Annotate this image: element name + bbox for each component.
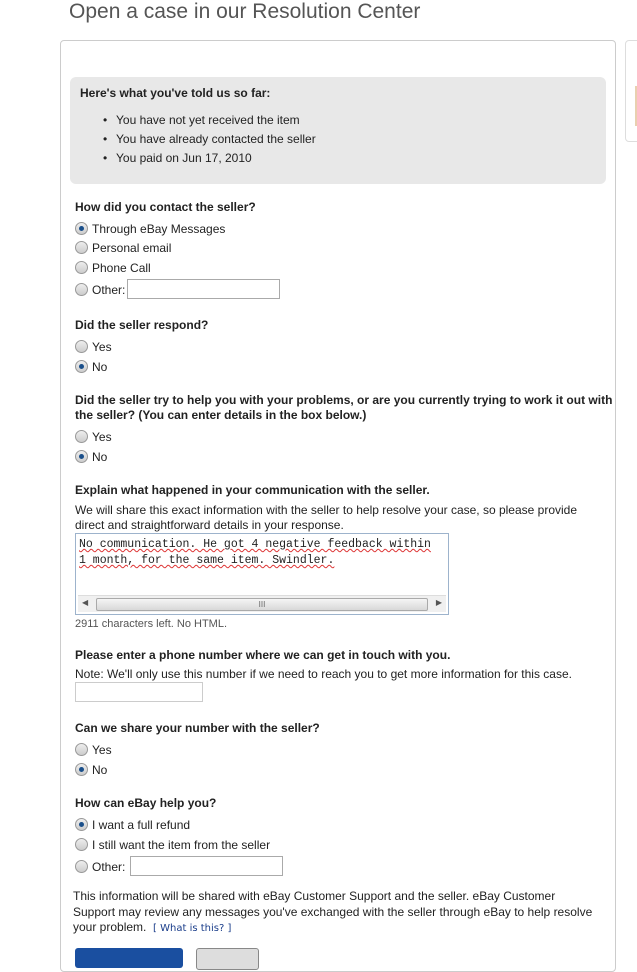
horizontal-scrollbar[interactable] <box>78 595 446 612</box>
summary-item: • You have already contacted the seller <box>116 132 316 146</box>
radio-button[interactable] <box>75 743 88 756</box>
scroll-right-icon[interactable]: ▶ <box>435 598 442 607</box>
radio-button[interactable] <box>75 222 88 235</box>
radio-button[interactable] <box>75 360 88 373</box>
option-label: Other: <box>92 860 126 874</box>
textarea-value: No communication. He got 4 negative feedback within 1 month, for the same item. Swindler. <box>79 538 431 567</box>
scroll-thumb[interactable]: III <box>96 598 428 611</box>
q6-label: Can we share your number with the seller? <box>75 721 320 735</box>
option-label: Yes <box>92 430 112 444</box>
radio-button[interactable] <box>75 818 88 831</box>
summary-heading: Here's what you've told us so far: <box>80 86 271 100</box>
continue-button[interactable] <box>75 948 183 968</box>
q7-label: How can eBay help you? <box>75 796 217 810</box>
q7-other-input[interactable] <box>130 856 283 876</box>
q3-label: Did the seller try to help you with your problems, or are you currently trying to work it out with <box>75 393 613 407</box>
radio-button[interactable] <box>75 450 88 463</box>
q2-option[interactable] <box>75 360 107 374</box>
q1-label: How did you contact the seller? <box>75 200 256 214</box>
q2-option[interactable] <box>75 340 112 354</box>
q3-option[interactable] <box>75 430 112 444</box>
q1-option[interactable] <box>75 222 225 236</box>
q1-other-input[interactable] <box>127 279 280 299</box>
q7-option[interactable] <box>75 860 125 874</box>
radio-button[interactable] <box>75 860 88 873</box>
footer-text-2: Support may review any messages you've exchanged with the seller through eBay to help resolve <box>73 905 593 919</box>
radio-button[interactable] <box>75 430 88 443</box>
option-label: No <box>92 450 108 464</box>
radio-button[interactable] <box>75 763 88 776</box>
option-label: Phone Call <box>92 261 151 275</box>
q1-option[interactable] <box>75 283 125 297</box>
what-is-this-link[interactable]: What is this? <box>160 923 225 934</box>
option-label: No <box>92 763 108 777</box>
option-label: No <box>92 360 108 374</box>
communication-textarea[interactable] <box>75 533 449 615</box>
footer-text-3: your problem. <box>73 920 147 934</box>
scroll-left-icon[interactable]: ◀ <box>82 598 89 607</box>
q4-desc-2: direct and straightforward details in your response. <box>75 518 344 532</box>
q5-label: Please enter a phone number where we can get in touch with you. <box>75 648 451 662</box>
q4-label: Explain what happened in your communication with the seller. <box>75 483 430 497</box>
q5-note: Note: We'll only use this number if we need to reach you to get more information for this case. <box>75 667 572 681</box>
q1-option[interactable] <box>75 241 171 255</box>
page-title: Open a case in our Resolution Center <box>69 0 421 23</box>
radio-button[interactable] <box>75 241 88 254</box>
q6-option[interactable] <box>75 763 107 777</box>
radio-button[interactable] <box>75 261 88 274</box>
phone-input[interactable] <box>75 682 203 702</box>
radio-button[interactable] <box>75 340 88 353</box>
summary-item: • You paid on Jun 17, 2010 <box>116 151 252 165</box>
q3-label-2: the seller? (You can enter details in the box below.) <box>75 408 367 422</box>
option-label: Through eBay Messages <box>92 222 226 236</box>
cancel-button[interactable] <box>196 948 259 970</box>
footer-text: This information will be shared with eBay Customer Support and the seller. eBay Customer <box>73 889 556 903</box>
option-label: Personal email <box>92 241 172 255</box>
option-label: I want a full refund <box>92 818 191 832</box>
side-panel <box>625 40 637 142</box>
q1-option[interactable] <box>75 261 151 275</box>
option-label: I still want the item from the seller <box>92 838 271 852</box>
radio-button[interactable] <box>75 838 88 851</box>
radio-button[interactable] <box>75 283 88 296</box>
q3-option[interactable] <box>75 450 107 464</box>
option-label: Yes <box>92 743 112 757</box>
option-label: Yes <box>92 340 112 354</box>
q7-option[interactable] <box>75 838 270 852</box>
q7-option[interactable] <box>75 818 190 832</box>
q2-label: Did the seller respond? <box>75 318 209 332</box>
q6-option[interactable] <box>75 743 112 757</box>
char-counter: 2911 characters left. No HTML. <box>75 618 228 630</box>
option-label: Other: <box>92 283 126 297</box>
summary-item: • You have not yet received the item <box>116 113 300 127</box>
q4-desc: We will share this exact information with the seller to help resolve your case, so please provide <box>75 503 578 517</box>
